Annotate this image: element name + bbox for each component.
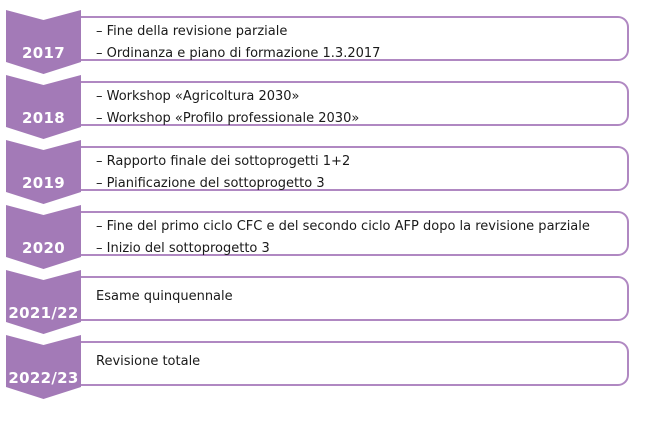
description-list [96,86,359,130]
year-chevron [6,75,81,139]
description-item: – Pianificazione del sottoprogetto 3 [96,176,325,191]
timeline-row [0,10,668,76]
description-list [96,286,233,308]
description-item: Revisione totale [96,354,201,369]
timeline-row [0,335,668,401]
timeline-row [0,140,668,206]
year-label: 2022/23 [8,369,79,387]
description-list [96,21,380,65]
description-item: – Fine della revisione parziale [96,24,288,39]
description-list [96,151,350,195]
year-label: 2018 [22,109,65,127]
description-item: – Inizio del sottoprogetto 3 [96,241,270,256]
year-chevron [6,335,81,399]
year-label: 2019 [22,174,65,192]
year-label: 2020 [22,239,65,257]
description-item: – Ordinanza e piano di formazione 1.3.2017 [96,46,381,61]
description-item: – Fine del primo ciclo CFC e del secondo ciclo AFP dopo la revisione parziale [96,219,590,234]
timeline-row [0,205,668,271]
timeline-row [0,270,668,336]
year-label: 2017 [22,44,65,62]
year-chevron [6,140,81,204]
description-item: Esame quinquennale [96,289,233,304]
description-item: – Workshop «Profilo professionale 2030» [96,111,360,126]
description-item: – Workshop «Agricoltura 2030» [96,89,300,104]
year-chevron [6,270,81,334]
year-label: 2021/22 [8,304,79,322]
description-item: – Rapporto finale dei sottoprogetti 1+2 [96,154,351,169]
year-chevron [6,10,81,74]
description-list [96,216,590,260]
year-chevron [6,205,81,269]
description-list [96,351,200,373]
timeline-row [0,75,668,141]
